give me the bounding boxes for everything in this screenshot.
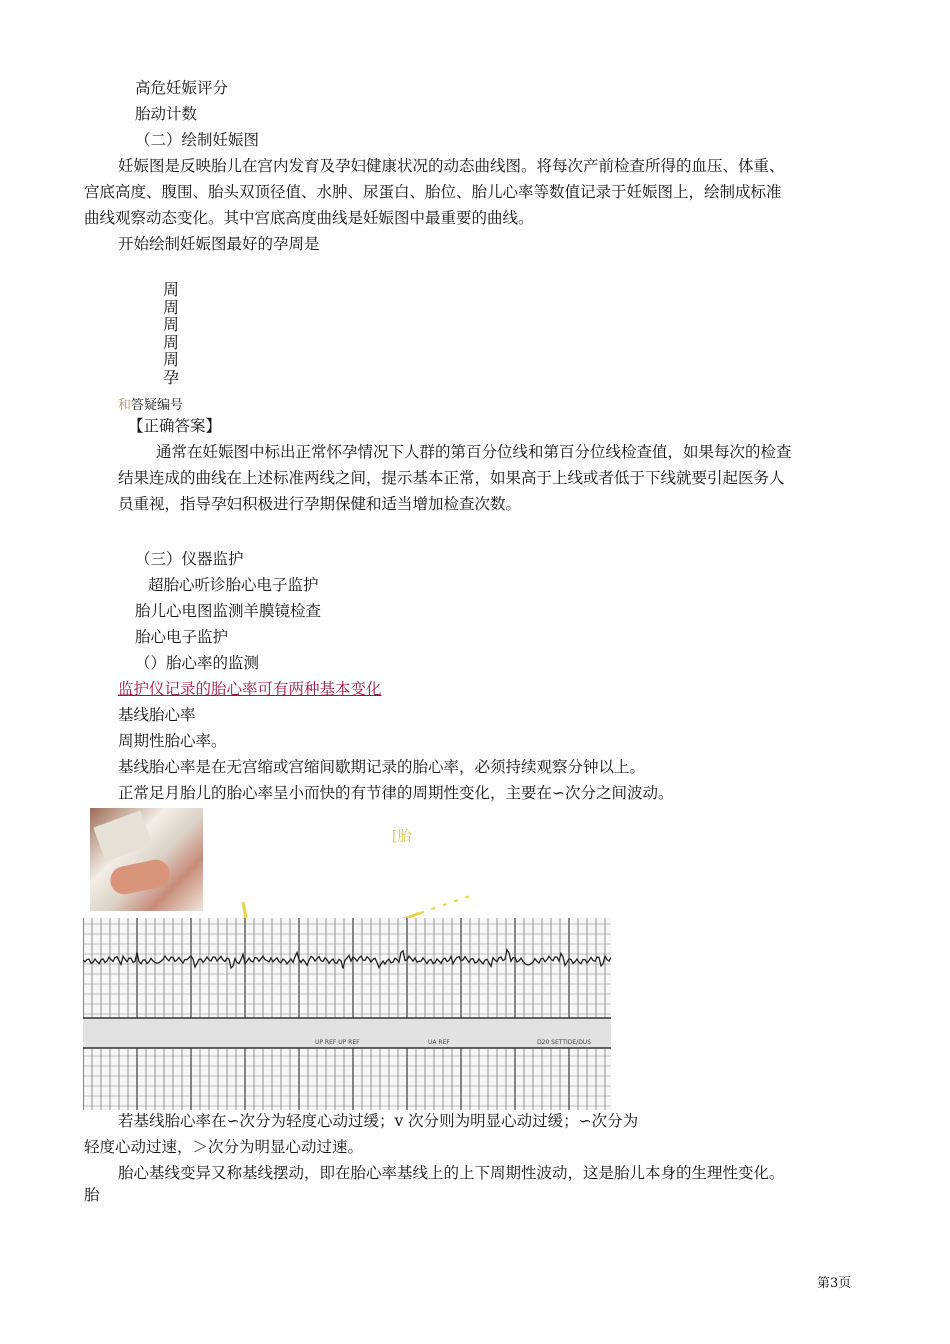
- fetal-heart-strip: [83, 918, 611, 1110]
- question-text: 开始绘制妊娠图最好的孕周是: [118, 235, 320, 253]
- option-char: 周: [162, 350, 179, 369]
- section-heading-2: （二）绘制妊娠图: [135, 131, 260, 149]
- variability-line: 胎心基线变异又称基线摆动，即在胎心率基线上的上下周期性波动，这是胎儿本身的生理性变化。: [118, 1164, 785, 1182]
- monitor-line: （）胎心率的监测: [135, 654, 260, 672]
- line-high-risk-score: 高危妊娠评分: [135, 79, 229, 97]
- paragraph-line: 曲线观察动态变化。其中宫底高度曲线是妊娠图中最重要的曲线。: [84, 209, 534, 227]
- answer-line: 员重视，指导孕妇积极进行孕期保健和适当增加检查次数。: [118, 495, 522, 513]
- bradycardia-line: 若基线胎心率在∽次分为轻度心动过缓；v 次分则为明显心动过缓；∽次分为: [118, 1112, 639, 1130]
- figure-mark: [胎: [392, 829, 412, 845]
- option-char: 周: [162, 315, 179, 334]
- qa-label: 答疑编号: [131, 398, 184, 413]
- option-char: 周: [162, 280, 179, 299]
- answer-line: 结果连成的曲线在上述标准两线之间，提示基本正常，如果高于上线或者低于下线就要引起医务人: [118, 469, 785, 487]
- monitor-line: 胎儿心电图监测羊膜镜检查: [135, 602, 322, 620]
- strip-label: D20 SETTIDE/DUS: [537, 1039, 592, 1046]
- qa-prefix: 和: [118, 398, 132, 413]
- paragraph-line: 妊娠图是反映胎儿在宫内发育及孕妇健康状况的动态曲线图。将每次产前检查所得的血压、体重、: [118, 157, 785, 175]
- monitor-link[interactable]: 监护仪记录的胎心率可有两种基本变化: [118, 680, 382, 698]
- strip-label: UP REF UP REF: [315, 1039, 360, 1046]
- arrow-right-dashed: [420, 896, 470, 913]
- option-char: 周: [162, 332, 179, 352]
- option-char: 孕: [162, 367, 179, 387]
- baseline-desc: 基线胎心率是在无宫缩或宫缩间歇期记录的胎心率，必须持续观察分钟以上。: [118, 758, 646, 776]
- baseline-item: 基线胎心率: [118, 706, 196, 724]
- tachycardia-line: 轻度心动过速，＞次分为明显心动过速。: [84, 1138, 364, 1156]
- strip-label: UA REF: [428, 1039, 450, 1046]
- periodic-item: 周期性胎心率。: [118, 732, 227, 750]
- variability-line-2: 胎: [84, 1186, 100, 1204]
- paragraph-line: 宫底高度、腹围、胎头双顶径值、水肿、尿蛋白、胎位、胎儿心率等数值记录于妊娠图上，绘制成标准: [84, 183, 782, 201]
- answer-line: 通常在妊娠图中标出正常怀孕情况下人群的第百分位线和第百分位线检查值，如果每次的检查: [156, 443, 792, 461]
- option-char: 周: [162, 297, 179, 317]
- page-number: 第3页: [817, 1276, 852, 1291]
- monitor-line: 超胎心听诊胎心电子监护: [148, 576, 319, 594]
- section-heading-3: （三）仪器监护: [135, 550, 244, 568]
- monitor-line: 胎心电子监护: [135, 628, 229, 646]
- line-fetal-movement: 胎动计数: [135, 105, 198, 123]
- answer-title: 【正确答案】: [128, 417, 222, 435]
- baseline-desc: 正常足月胎儿的胎心率呈小而快的有节律的周期性变化，主要在∽次分之间波动。: [118, 784, 674, 802]
